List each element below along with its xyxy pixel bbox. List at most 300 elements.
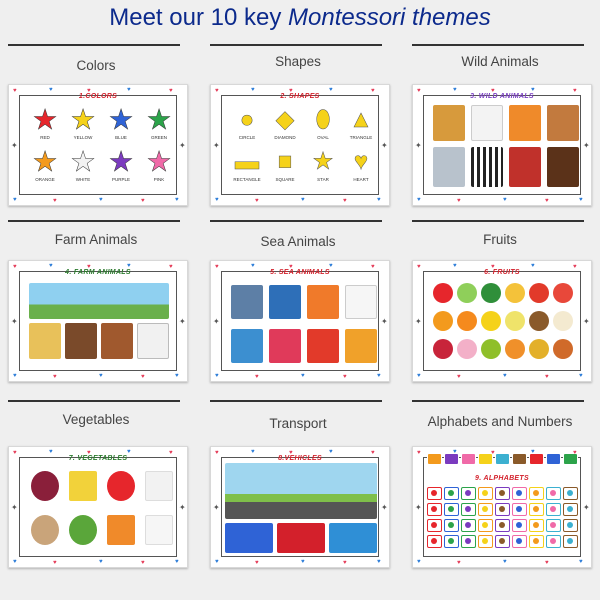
letter-picture bbox=[567, 522, 573, 528]
star-icon: ★ bbox=[70, 146, 96, 177]
letter-picture bbox=[533, 506, 539, 512]
fish-image bbox=[307, 285, 339, 319]
letter-picture bbox=[499, 490, 505, 496]
elephant-image bbox=[433, 147, 465, 187]
letter-tile bbox=[478, 487, 493, 500]
heart-icon: ♥ bbox=[169, 88, 173, 94]
letter-picture bbox=[465, 506, 471, 512]
city-scene-image bbox=[225, 463, 377, 519]
letter-picture bbox=[465, 538, 471, 544]
heart-icon: ♥ bbox=[13, 197, 17, 203]
heart-icon: ♥ bbox=[457, 374, 461, 380]
number-tile bbox=[461, 453, 476, 465]
octopus-image bbox=[269, 329, 301, 363]
letter-tile bbox=[427, 519, 442, 532]
heart-icon: ♥ bbox=[175, 559, 179, 565]
sparkle-icon: ✦ bbox=[415, 141, 422, 150]
heart-icon: ♥ bbox=[169, 264, 173, 270]
heart-icon: ♥ bbox=[53, 198, 57, 204]
heart-icon: ♥ bbox=[289, 264, 293, 270]
shape-square bbox=[271, 148, 299, 182]
shape-star bbox=[309, 148, 337, 182]
heart-icon: ♥ bbox=[329, 263, 333, 269]
heart-icon: ♥ bbox=[531, 449, 535, 455]
sparkle-icon: ✦ bbox=[213, 503, 220, 512]
dolphin-image bbox=[231, 329, 263, 363]
letter-picture bbox=[550, 506, 556, 512]
bear-image bbox=[547, 147, 579, 187]
star-icon: ★ bbox=[108, 146, 134, 177]
heart-icon: ♥ bbox=[377, 373, 381, 379]
letter-tile bbox=[529, 487, 544, 500]
heart-icon: ♥ bbox=[579, 559, 583, 565]
heart-icon: ♥ bbox=[457, 560, 461, 566]
pomegranate-image bbox=[433, 339, 453, 359]
heart-icon: ♥ bbox=[371, 264, 375, 270]
star-icon: ★ bbox=[146, 104, 172, 135]
heart-icon: ♥ bbox=[49, 263, 53, 269]
heart-icon: ♥ bbox=[545, 198, 549, 204]
heart-icon: ♥ bbox=[503, 197, 507, 203]
heart-icon: ♥ bbox=[215, 88, 219, 94]
mango-image bbox=[505, 283, 525, 303]
color-caption: ORANGE bbox=[35, 177, 55, 182]
theme-label: Alphabets and Numbers bbox=[427, 414, 573, 429]
heart-icon: ♥ bbox=[329, 449, 333, 455]
theme-label: Shapes bbox=[275, 54, 321, 69]
seahorse-image bbox=[345, 329, 377, 363]
heart-icon: ♥ bbox=[343, 560, 347, 566]
poster-title: 5. SEA ANIMALS bbox=[270, 269, 330, 276]
heart-icon: ♥ bbox=[531, 263, 535, 269]
heart-icon: ♥ bbox=[251, 449, 255, 455]
heart-icon: ♥ bbox=[417, 264, 421, 270]
circle-icon: ● bbox=[239, 106, 255, 133]
letter-tile bbox=[461, 519, 476, 532]
guava-image bbox=[481, 339, 501, 359]
letter-tile bbox=[427, 487, 442, 500]
letter-tile bbox=[512, 519, 527, 532]
heart-icon: ♥ bbox=[371, 450, 375, 456]
letter-tile bbox=[427, 535, 442, 548]
letter-picture bbox=[448, 490, 454, 496]
heart-icon: ♥ bbox=[87, 450, 91, 456]
heart-icon: ♥ bbox=[53, 560, 57, 566]
heart-icon: ♥ bbox=[289, 450, 293, 456]
lion-image bbox=[433, 105, 465, 141]
shape-diamond bbox=[271, 106, 299, 140]
sparkle-icon: ✦ bbox=[583, 503, 590, 512]
heart-icon: ♥ bbox=[215, 373, 219, 379]
shape-heart bbox=[347, 148, 375, 182]
crab-image bbox=[307, 329, 339, 363]
orange-image bbox=[433, 311, 453, 331]
fruits-grid bbox=[433, 283, 573, 359]
heart-icon: ♥ bbox=[13, 373, 17, 379]
heart-icon: ♥ bbox=[13, 88, 17, 94]
letter-picture bbox=[431, 538, 437, 544]
letter-tile bbox=[461, 535, 476, 548]
letter-picture bbox=[448, 522, 454, 528]
card-image bbox=[457, 339, 477, 359]
heart-icon: ♥ bbox=[503, 373, 507, 379]
ship-image bbox=[225, 523, 273, 553]
letter-tile bbox=[495, 487, 510, 500]
card-image bbox=[553, 311, 573, 331]
heart-icon: ♥ bbox=[329, 87, 333, 93]
letter-picture bbox=[516, 490, 522, 496]
letter-tile bbox=[461, 487, 476, 500]
tomato-image bbox=[107, 471, 135, 501]
sparkle-icon: ✦ bbox=[381, 141, 388, 150]
theme-label: Transport bbox=[269, 416, 327, 431]
heart-icon: ♥ bbox=[13, 264, 17, 270]
fruit-image bbox=[553, 339, 573, 359]
shapes-grid bbox=[233, 106, 375, 182]
zebra-image bbox=[471, 147, 503, 187]
rooster-image bbox=[65, 323, 97, 359]
heart-icon: ♥ bbox=[503, 559, 507, 565]
poster-farm-animals bbox=[8, 260, 188, 382]
heart-icon: ♥ bbox=[215, 264, 219, 270]
heart-icon: ♥ bbox=[127, 263, 131, 269]
number-tile bbox=[495, 453, 510, 465]
triangle-icon: ▲ bbox=[349, 106, 373, 133]
heart-icon: ♥ bbox=[289, 88, 293, 94]
letter-tile bbox=[495, 503, 510, 516]
heart-icon: ♥ bbox=[573, 450, 577, 456]
theme-label: Vegetables bbox=[62, 412, 130, 427]
helicopter-image bbox=[329, 523, 377, 553]
heart-icon: ♥ bbox=[215, 450, 219, 456]
shape-caption: TRIANGLE bbox=[349, 135, 373, 140]
letter-tile bbox=[478, 503, 493, 516]
star-icon: ★ bbox=[146, 146, 172, 177]
beetroot-image bbox=[31, 471, 59, 501]
heart-icon: ♥ bbox=[301, 559, 305, 565]
heart-icon: ♥ bbox=[417, 197, 421, 203]
star-icon: ★ bbox=[108, 104, 134, 135]
sparkle-icon: ✦ bbox=[583, 317, 590, 326]
shape-caption: CIRCLE bbox=[238, 135, 256, 140]
letter-tile bbox=[444, 503, 459, 516]
heart-icon: ♥ bbox=[251, 87, 255, 93]
heart-icon: ♥ bbox=[453, 263, 457, 269]
letter-picture bbox=[550, 490, 556, 496]
color-caption: YELLOW bbox=[73, 135, 93, 140]
letter-picture bbox=[533, 538, 539, 544]
heart-icon: ♥ bbox=[141, 198, 145, 204]
heart-icon: ♥ bbox=[127, 449, 131, 455]
heart-icon: ♥ bbox=[579, 197, 583, 203]
letter-tile bbox=[444, 535, 459, 548]
heart-icon: ♥ bbox=[301, 373, 305, 379]
letter-tile bbox=[563, 519, 578, 532]
letter-tile bbox=[478, 519, 493, 532]
letter-picture bbox=[533, 490, 539, 496]
letter-picture bbox=[567, 506, 573, 512]
heart-icon: ♥ bbox=[255, 374, 259, 380]
poster-wild-animals bbox=[412, 84, 592, 206]
letter-tile bbox=[529, 503, 544, 516]
letter-tile bbox=[546, 535, 561, 548]
heart-icon: ♥ bbox=[343, 198, 347, 204]
letter-picture bbox=[499, 538, 505, 544]
alphabet-grid bbox=[427, 487, 578, 548]
orange-image bbox=[457, 311, 477, 331]
heart-icon: ♥ bbox=[169, 450, 173, 456]
car-image bbox=[277, 523, 325, 553]
number-tile bbox=[512, 453, 527, 465]
watermelon-image bbox=[481, 283, 501, 303]
corn-image bbox=[69, 471, 97, 501]
heart-icon: ♥ bbox=[215, 197, 219, 203]
letter-tile bbox=[461, 503, 476, 516]
letter-picture bbox=[482, 522, 488, 528]
sparkle-icon: ✦ bbox=[179, 317, 186, 326]
rectangle-icon: ▬ bbox=[235, 148, 259, 175]
banana-image bbox=[481, 311, 501, 331]
vegetables-grid bbox=[31, 471, 173, 545]
heart-icon: ♥ bbox=[87, 264, 91, 270]
sparkle-icon: ✦ bbox=[213, 141, 220, 150]
sparkle-icon: ✦ bbox=[179, 141, 186, 150]
poster-title: 9. ALPHABETS bbox=[475, 475, 529, 482]
shape-oval bbox=[309, 106, 337, 140]
star-icon: ★ bbox=[312, 148, 334, 175]
heart-icon: ♥ bbox=[573, 264, 577, 270]
letter-picture bbox=[465, 490, 471, 496]
poster-title: 2. SHAPES bbox=[280, 93, 320, 100]
vehicles-grid bbox=[225, 523, 377, 553]
heart-icon: ♥ bbox=[13, 559, 17, 565]
letter-picture bbox=[482, 490, 488, 496]
heart-icon: ♥ bbox=[545, 374, 549, 380]
letter-picture bbox=[499, 522, 505, 528]
heart-icon: ♥ bbox=[343, 374, 347, 380]
heart-icon: ♥ bbox=[417, 450, 421, 456]
theme-label: Fruits bbox=[483, 232, 517, 247]
sparkle-icon: ✦ bbox=[213, 317, 220, 326]
poster-title: 8.VEHICLES bbox=[278, 455, 322, 462]
star-icon: ★ bbox=[32, 146, 58, 177]
color-star-red bbox=[31, 104, 59, 140]
color-star-white bbox=[69, 146, 97, 182]
shape-caption: STAR bbox=[317, 177, 329, 182]
strawberry-image bbox=[553, 283, 573, 303]
sparkle-icon: ✦ bbox=[179, 503, 186, 512]
heart-icon: ♥ bbox=[545, 560, 549, 566]
letter-tile bbox=[495, 535, 510, 548]
color-caption: BLUE bbox=[115, 135, 127, 140]
heart-icon: ♥ bbox=[175, 197, 179, 203]
cauliflower-image bbox=[145, 515, 173, 545]
heart-icon: ♥ bbox=[491, 450, 495, 456]
shape-circle bbox=[233, 106, 261, 140]
heart-icon: ♥ bbox=[53, 374, 57, 380]
heart-icon: ♥ bbox=[255, 198, 259, 204]
poster-sea-animals bbox=[210, 260, 390, 382]
letter-picture bbox=[533, 522, 539, 528]
color-caption: PINK bbox=[153, 177, 165, 182]
heart-icon: ♥ bbox=[99, 559, 103, 565]
apple-image bbox=[433, 283, 453, 303]
poster-vegetables bbox=[8, 446, 188, 568]
heart-icon: ♥ bbox=[141, 560, 145, 566]
letter-tile bbox=[427, 503, 442, 516]
star-icon: ★ bbox=[32, 104, 58, 135]
letter-tile bbox=[495, 519, 510, 532]
card-image bbox=[345, 285, 377, 319]
poster-alphabets bbox=[412, 446, 592, 568]
oval-icon: ⬮ bbox=[315, 106, 331, 133]
theme-label: Sea Animals bbox=[260, 234, 336, 249]
poster-title: 1.COLORS bbox=[78, 93, 118, 100]
radish-image bbox=[145, 471, 173, 501]
pineapple-image bbox=[529, 339, 549, 359]
heart-icon: ♥ bbox=[353, 148, 369, 175]
sparkle-icon: ✦ bbox=[583, 141, 590, 150]
color-caption: RED bbox=[40, 135, 50, 140]
shape-caption: HEART bbox=[353, 177, 369, 182]
letter-picture bbox=[550, 538, 556, 544]
letter-picture bbox=[516, 522, 522, 528]
shape-caption: DIAMOND bbox=[274, 135, 296, 140]
hen-image bbox=[29, 323, 61, 359]
colors-grid bbox=[31, 104, 173, 182]
carrot-image bbox=[107, 515, 135, 545]
shape-caption: RECTANGLE bbox=[233, 177, 261, 182]
heart-icon: ♥ bbox=[175, 373, 179, 379]
letter-picture bbox=[482, 506, 488, 512]
letter-tile bbox=[546, 519, 561, 532]
page-title: Meet our 10 key Montessori themes bbox=[109, 4, 491, 31]
star-icon: ★ bbox=[70, 104, 96, 135]
shape-caption: SQUARE bbox=[275, 177, 295, 182]
heart-icon: ♥ bbox=[531, 87, 535, 93]
square-icon: ■ bbox=[277, 148, 293, 175]
letter-tile bbox=[444, 519, 459, 532]
heart-icon: ♥ bbox=[127, 87, 131, 93]
number-tile bbox=[546, 453, 561, 465]
green-apple-image bbox=[457, 283, 477, 303]
poster-title: 7. VEGETABLES bbox=[68, 455, 128, 462]
heart-icon: ♥ bbox=[491, 264, 495, 270]
whale-image bbox=[269, 285, 301, 319]
color-star-purple bbox=[107, 146, 135, 182]
heart-icon: ♥ bbox=[417, 373, 421, 379]
sparkle-icon: ✦ bbox=[11, 503, 18, 512]
heart-icon: ♥ bbox=[141, 374, 145, 380]
heart-icon: ♥ bbox=[371, 88, 375, 94]
color-star-yellow bbox=[69, 104, 97, 140]
heart-icon: ♥ bbox=[13, 450, 17, 456]
poster-colors bbox=[8, 84, 188, 206]
letter-tile bbox=[546, 487, 561, 500]
farm-scene-image bbox=[29, 283, 169, 319]
letter-picture bbox=[482, 538, 488, 544]
heart-icon: ♥ bbox=[579, 373, 583, 379]
farm-animals-grid bbox=[29, 323, 169, 359]
sparkle-icon: ✦ bbox=[415, 317, 422, 326]
shape-caption: OVAL bbox=[317, 135, 329, 140]
sea-animals-grid bbox=[231, 285, 377, 363]
color-caption: GREEN bbox=[150, 135, 167, 140]
garlic-image bbox=[31, 515, 59, 545]
poster-title: 4. FARM ANIMALS bbox=[65, 269, 131, 276]
heart-icon: ♥ bbox=[301, 197, 305, 203]
letter-picture bbox=[516, 506, 522, 512]
letter-tile bbox=[444, 487, 459, 500]
poster-transport bbox=[210, 446, 390, 568]
cabbage-image bbox=[69, 515, 97, 545]
shark-image bbox=[231, 285, 263, 319]
wild-animals-grid bbox=[433, 105, 579, 187]
coconut-image bbox=[529, 311, 549, 331]
poster-title: 6. FRUITS bbox=[484, 269, 520, 276]
heart-icon: ♥ bbox=[99, 197, 103, 203]
deer-image bbox=[547, 105, 579, 141]
theme-label: Farm Animals bbox=[54, 232, 138, 247]
tiger-image bbox=[509, 105, 541, 141]
letter-tile bbox=[529, 535, 544, 548]
color-star-green bbox=[145, 104, 173, 140]
heart-icon: ♥ bbox=[87, 88, 91, 94]
letter-tile bbox=[563, 535, 578, 548]
heart-icon: ♥ bbox=[251, 263, 255, 269]
letter-tile bbox=[512, 535, 527, 548]
heart-icon: ♥ bbox=[99, 373, 103, 379]
letter-picture bbox=[448, 538, 454, 544]
letter-tile bbox=[563, 503, 578, 516]
letter-tile bbox=[512, 487, 527, 500]
number-tile bbox=[427, 453, 442, 465]
poster-shapes bbox=[210, 84, 390, 206]
letter-tile bbox=[563, 487, 578, 500]
shape-triangle bbox=[347, 106, 375, 140]
heart-icon: ♥ bbox=[417, 559, 421, 565]
heart-icon: ♥ bbox=[491, 88, 495, 94]
heart-icon: ♥ bbox=[49, 87, 53, 93]
papaya-image bbox=[505, 339, 525, 359]
sparkle-icon: ✦ bbox=[11, 317, 18, 326]
theme-label: Colors bbox=[76, 58, 116, 73]
letter-picture bbox=[431, 522, 437, 528]
letter-picture bbox=[567, 538, 573, 544]
heart-icon: ♥ bbox=[377, 559, 381, 565]
poster-fruits bbox=[412, 260, 592, 382]
letter-picture bbox=[465, 522, 471, 528]
letter-picture bbox=[499, 506, 505, 512]
card-image bbox=[509, 147, 541, 187]
sparkle-icon: ✦ bbox=[11, 141, 18, 150]
theme-label: Wild Animals bbox=[461, 54, 539, 69]
letter-picture bbox=[550, 522, 556, 528]
strawberry-image bbox=[529, 283, 549, 303]
letter-picture bbox=[431, 490, 437, 496]
heart-icon: ♥ bbox=[49, 449, 53, 455]
letter-picture bbox=[516, 538, 522, 544]
color-star-blue bbox=[107, 104, 135, 140]
sparkle-icon: ✦ bbox=[381, 317, 388, 326]
letter-tile bbox=[512, 503, 527, 516]
heart-icon: ♥ bbox=[453, 87, 457, 93]
sparkle-icon: ✦ bbox=[415, 503, 422, 512]
heart-icon: ♥ bbox=[417, 88, 421, 94]
numbers-row bbox=[427, 453, 578, 465]
poster-title: 3. WILD ANIMALS bbox=[470, 93, 534, 100]
heart-icon: ♥ bbox=[377, 197, 381, 203]
